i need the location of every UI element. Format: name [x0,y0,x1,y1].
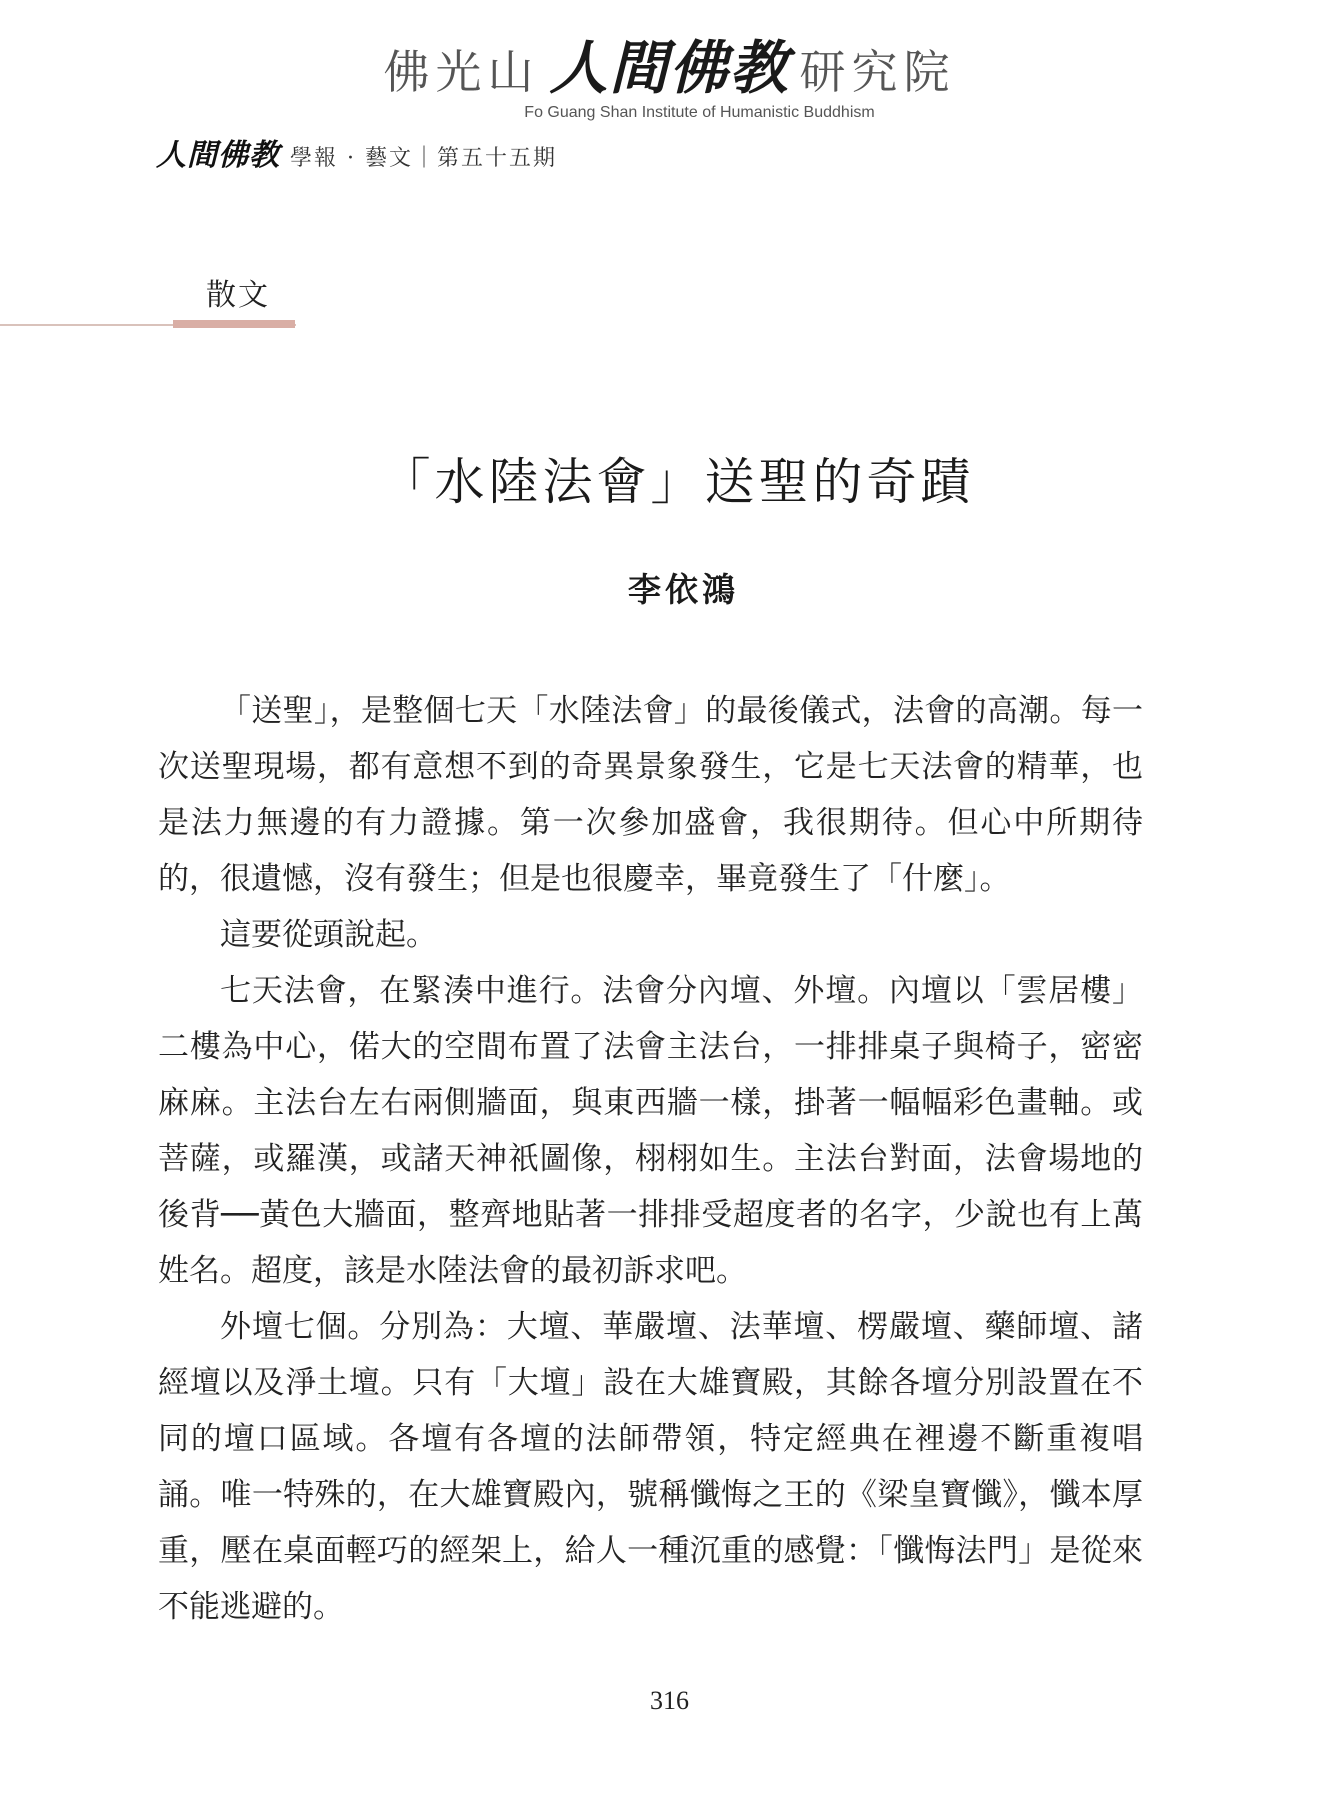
article-title: 「水陸法會」送聖的奇蹟 [380,453,975,511]
institute-header [0,34,1339,122]
section-tag: 散文 [206,278,270,313]
institute-name-cn [0,34,1339,102]
paragraph: 這要從頭說起。 [220,917,437,953]
article-author: 李依鴻 [628,570,739,609]
institute-name-en: Fo Guang Shan Institute of Humanistic Buddhism [524,104,875,121]
section-underline [173,320,295,328]
paragraph: 七天法會，在緊湊中進行。法會分內壇、外壇。內壇以「雲居樓」二樓為中心，偌大的空間布置了法會主法台，一排排桌子與椅子，密密麻麻。主法台左右兩側牆面，與東西牆一樣，掛著一幅幅彩色畫軸。或菩薩，或羅漢，或諸天神祇圖像，栩栩如生。主法台對面，法會場地的後背──黃色大牆面，整齊地貼著一排排受超度者的名字，少說也有上萬姓名。超度，該是水陸法會的最初訴求吧。 [158,973,1143,1289]
journal-header [156,136,557,180]
institute-name-post: 研究院 [799,45,956,99]
paragraph: 「送聖」，是整個七天「水陸法會」的最後儀式，法會的高潮。每一次送聖現場，都有意想不到的奇異景象發生，它是七天法會的精華，也是法力無邊的有力證據。第一次參加盛會，我很期待。但心中所期待的，很遺憾，沒有發生；但是也很慶幸，畢竟發生了「什麼」。 [158,693,1143,897]
institute-name-pre: 佛光山 [383,45,540,99]
journal-logo: 人間佛教 [156,138,280,173]
journal-issue-info: 學報 · 藝文｜第五十五期 [290,146,557,171]
institute-brand-logo: 人間佛教 [549,34,790,102]
paragraph: 外壇七個。分別為：大壇、華嚴壇、法華壇、楞嚴壇、藥師壇、諸經壇以及淨土壇。只有「大壇」設在大雄寶殿，其餘各壇分別設置在不同的壇口區域。各壇有各壇的法師帶領，特定經典在裡邊不斷重複唱誦。唯一特殊的，在大雄寶殿內，號稱懺悔之王的《梁皇寶懺》，懺本厚重，壓在桌面輕巧的經架上，給人一種沉重的感覺：「懺悔法門」是從來不能逃避的。 [158,1309,1143,1625]
page-number: 316 [650,1686,689,1715]
article-body [158,683,1143,1635]
